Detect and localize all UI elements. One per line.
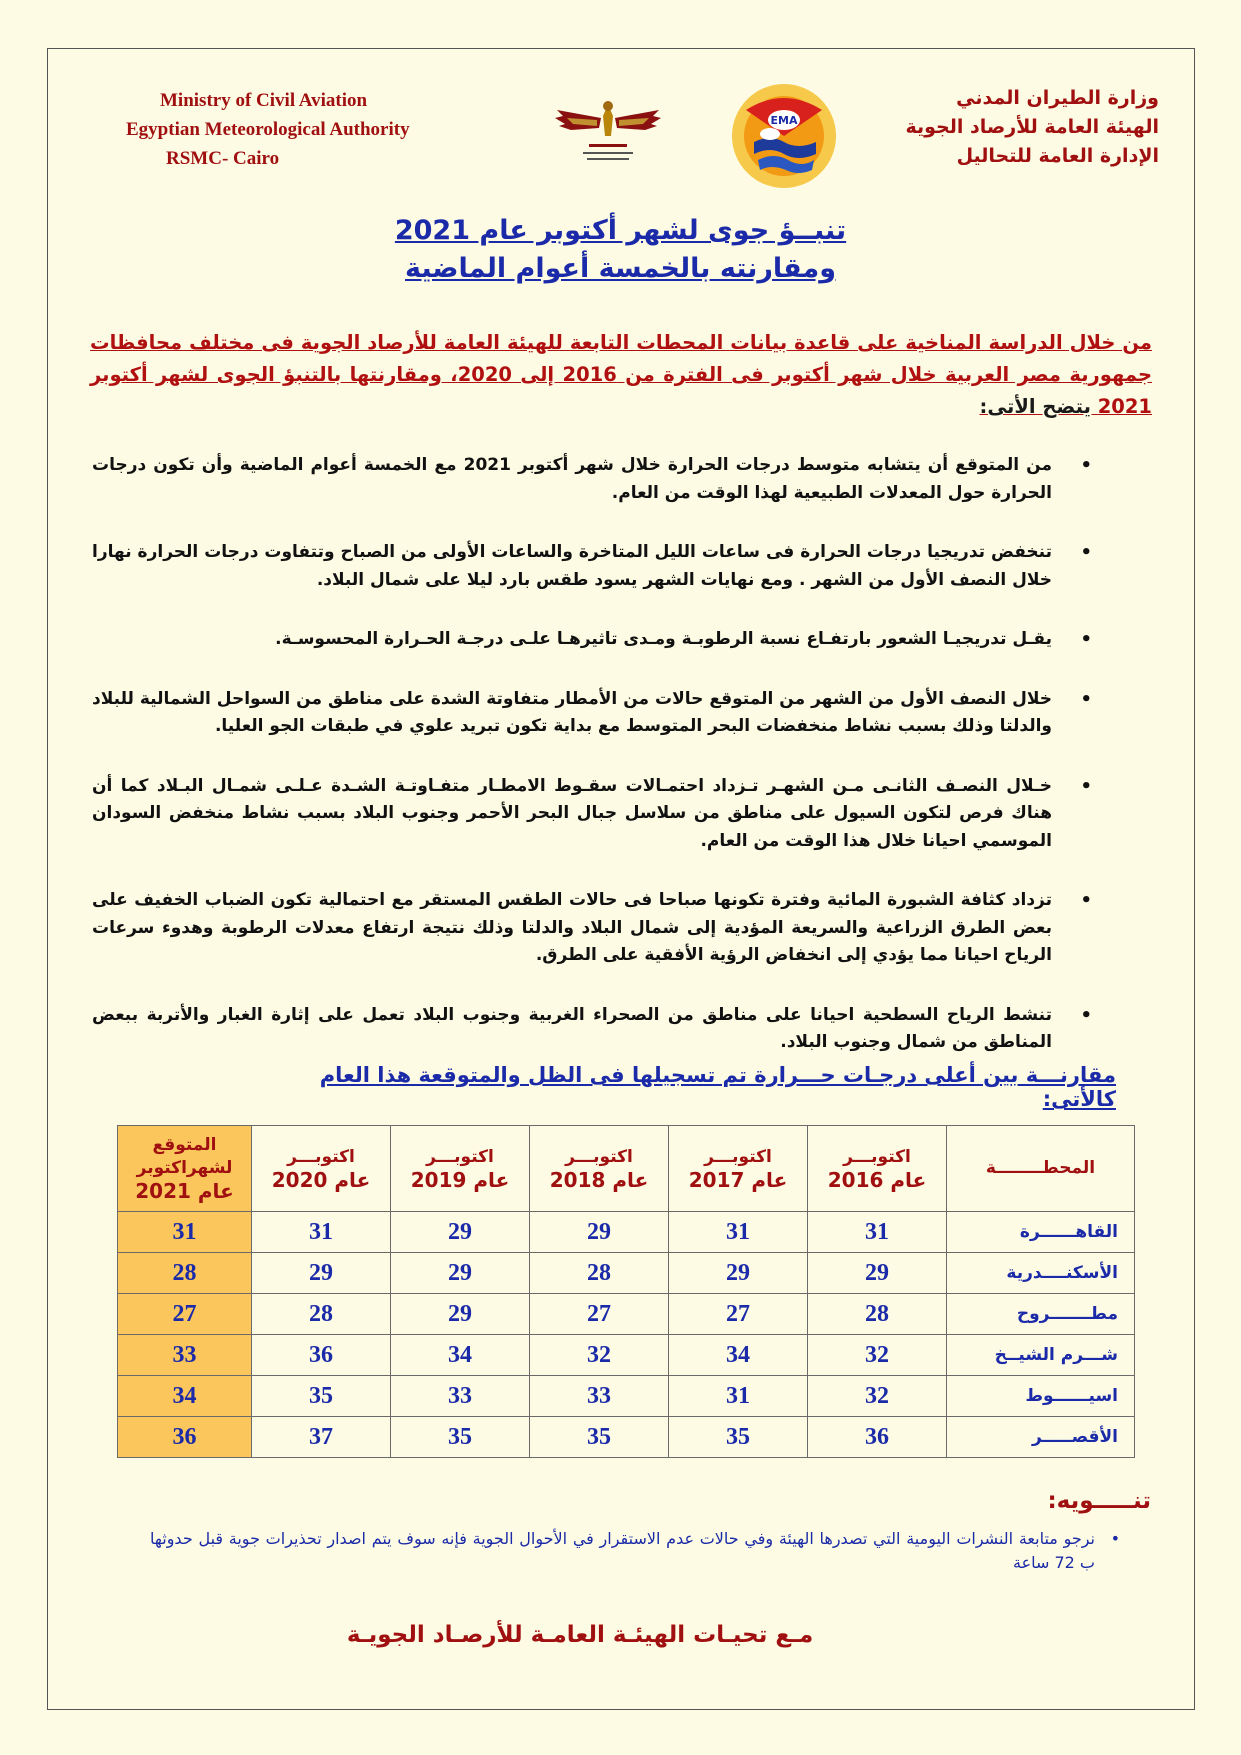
temp-value: 29 (669, 1253, 808, 1294)
civil-aviation-logo-icon (553, 96, 663, 166)
header-arabic (859, 84, 1159, 171)
forecast-bullets (92, 452, 1092, 1057)
intro-text: من خلال الدراسة المناخية على قاعدة بيانات المحطات التابعة للهيئة العامة للأرصاد الجوية فى مختلف محافظات جمهورية مصر العربية خلال شهر أكتوبر فى الفترة من 2016 إلى 2020، ومقارنتها بالتنبؤ الجوى لشهر أكتوبر 2021 (90, 331, 1153, 418)
temp-value: 35 (252, 1376, 391, 1417)
temp-value: 31 (669, 1376, 808, 1417)
authority-name-en: Egyptian Meteorological Authority (126, 119, 410, 140)
year-header: اكتوبـــر عام 2016 (808, 1126, 947, 1212)
bullet-item: • من المتوقع أن يتشابه متوسط درجات الحرارة خلال شهر أكتوبر 2021 مع الخمسة أعوام الماضية وأن تكون درجات الحرارة حول المعدلات الطبيعية لهذا الوقت من العام. (92, 452, 1092, 507)
year-header: اكتوبـــر عام 2018 (530, 1126, 669, 1212)
bullet-item: • خلال النصف الأول من الشهر من المتوقع حالات من الأمطار متفاوتة الشدة على مناطق من السواحل الشمالية للبلاد والدلتا وذلك بسبب نشاط منخفضات البحر المتوسط مع بداية تكون تبريد علوي في طبقات الجو العليا. (92, 686, 1092, 741)
temp-value: 35 (669, 1417, 808, 1458)
temp-value: 37 (252, 1417, 391, 1458)
table-row (118, 1417, 1135, 1458)
station-name: القاهــــــرة (947, 1212, 1135, 1253)
forecast-header: المتوقع لشهراكتوبر عام 2021 (118, 1126, 252, 1212)
forecast-value: 33 (118, 1335, 252, 1376)
temp-value: 32 (808, 1335, 947, 1376)
intro-tail: يتضح الأتى: (979, 395, 1098, 418)
temp-value: 35 (530, 1417, 669, 1458)
temperature-comparison-table (117, 1125, 1135, 1458)
temp-value: 29 (808, 1253, 947, 1294)
intro-paragraph (90, 327, 1152, 423)
forecast-value: 31 (118, 1212, 252, 1253)
bullet-item: • تنخفض تدريجيا درجات الحرارة فى ساعات الليل المتاخرة والساعات الأولى من الصباح وتتفاوت درجات الحرارة نهارا خلال النصف الأول من الشهر . ومع نهايات الشهر يسود طقس بارد ليلا على شمال البلاد. (92, 539, 1092, 594)
table-row (118, 1212, 1135, 1253)
station-header: المحطــــــــة (947, 1126, 1135, 1212)
temp-value: 28 (530, 1253, 669, 1294)
station-name: مطـــــــروح (947, 1294, 1135, 1335)
forecast-value: 27 (118, 1294, 252, 1335)
table-row (118, 1376, 1135, 1417)
temp-value: 31 (669, 1212, 808, 1253)
closing-greeting: مـع تحيـات الهيئـة العامـة للأرصـاد الجويـة (346, 1622, 814, 1648)
header-english (126, 86, 476, 173)
temp-value: 33 (391, 1376, 530, 1417)
note-heading: تنـــــويه: (1047, 1488, 1151, 1514)
temp-value: 35 (391, 1417, 530, 1458)
temp-value: 33 (530, 1376, 669, 1417)
temp-value: 28 (252, 1294, 391, 1335)
temp-value: 36 (808, 1417, 947, 1458)
ema-logo-icon (730, 80, 838, 192)
year-header: اكتوبـــر عام 2020 (252, 1126, 391, 1212)
rsmc-name-en: RSMC- Cairo (166, 148, 280, 169)
table-row (118, 1335, 1135, 1376)
authority-name-ar: الهيئة العامة للأرصاد الجوية (905, 116, 1159, 138)
bullet-item: • تنشط الرياح السطحية احيانا على مناطق من الصحراء الغربية وجنوب البلاد تعمل على إثارة الغبار والأتربة ببعض المناطق من شمال وجنوب البلاد. (92, 1002, 1092, 1057)
bullet-item: • خـلال النصـف الثانـى مـن الشهـر تـزداد احتمـالات سقـوط الامطـار متفـاوتـة الشـدة عـلـى شمـال البـلاد كما أن هناك فرص لتكون السيول على مناطق من سلاسل جبال البحر الأحمر وجنوب البلاد بسبب نشاط منخفض السودان الموسمي احيانا خلال هذا الوقت من العام. (92, 773, 1092, 856)
temp-value: 31 (808, 1212, 947, 1253)
station-name: شـــرم الشيــخ (947, 1335, 1135, 1376)
temp-value: 29 (391, 1294, 530, 1335)
year-header: اكتوبـــر عام 2019 (391, 1126, 530, 1212)
temp-value: 29 (252, 1253, 391, 1294)
forecast-value: 34 (118, 1376, 252, 1417)
temp-value: 27 (669, 1294, 808, 1335)
table-header-row (118, 1126, 1135, 1212)
temp-value: 28 (808, 1294, 947, 1335)
temp-value: 32 (530, 1335, 669, 1376)
temp-value: 36 (252, 1335, 391, 1376)
table-row (118, 1294, 1135, 1335)
forecast-value: 28 (118, 1253, 252, 1294)
note-text: • نرجو متابعة النشرات اليومية التي تصدرها الهيئة وفي حالات عدم الاستقرار في الأحوال الجوية فإنه سوف يتم اصدار تحذيرات جوية قبل حدوثها ب 72 ساعة (150, 1527, 1120, 1575)
note-list (150, 1527, 1120, 1575)
ministry-name-ar: وزارة الطيران المدني (956, 87, 1159, 109)
bullet-item: • تزداد كثافة الشبورة المائية وفترة تكونها صباحا فى حالات الطقس المستقر مع احتمالية تكون الضباب الخفيف على بعض الطرق الزراعية والسريعة المؤدية إلى شمال البلاد والدلتا وذلك نتيجة ارتفاع معدلات الرطوبة وهدوء سرعات الرياح احيانا مما يؤدي إلى انخفاض الرؤية الأفقية على الطرق. (92, 887, 1092, 970)
station-name: الأسكنــــدرية (947, 1253, 1135, 1294)
table-row (118, 1253, 1135, 1294)
temp-value: 34 (391, 1335, 530, 1376)
temp-value: 27 (530, 1294, 669, 1335)
department-name-ar: الإدارة العامة للتحاليل (956, 145, 1159, 167)
temp-value: 31 (252, 1212, 391, 1253)
temp-value: 32 (808, 1376, 947, 1417)
year-header: اكتوبـــر عام 2017 (669, 1126, 808, 1212)
ministry-name-en: Ministry of Civil Aviation (160, 90, 368, 111)
station-name: الأقصـــــر (947, 1417, 1135, 1458)
ema-logo-text: EMA (770, 114, 798, 127)
bullet-item: • يقـل تدريجيـا الشعور بارتفـاع نسبة الرطوبـة ومـدى تاثيرهـا علـى درجـة الحـرارة المحسوسـة. (92, 626, 1092, 654)
page-subtitle: ومقارنته بالخمسة أعوام الماضية (405, 253, 836, 284)
forecast-value: 36 (118, 1417, 252, 1458)
comparison-heading: مقارنـــة بين أعلى درجـات حـــرارة تم تسجيلها فى الظل والمتوقعة هذا العام كالأتى: (319, 1063, 1116, 1111)
temp-value: 29 (391, 1253, 530, 1294)
temp-value: 29 (530, 1212, 669, 1253)
temp-value: 34 (669, 1335, 808, 1376)
temp-value: 29 (391, 1212, 530, 1253)
page-title: تنبــؤ جوى لشهر أكتوبر عام 2021 (394, 215, 847, 246)
station-name: اسيــــــوط (947, 1376, 1135, 1417)
